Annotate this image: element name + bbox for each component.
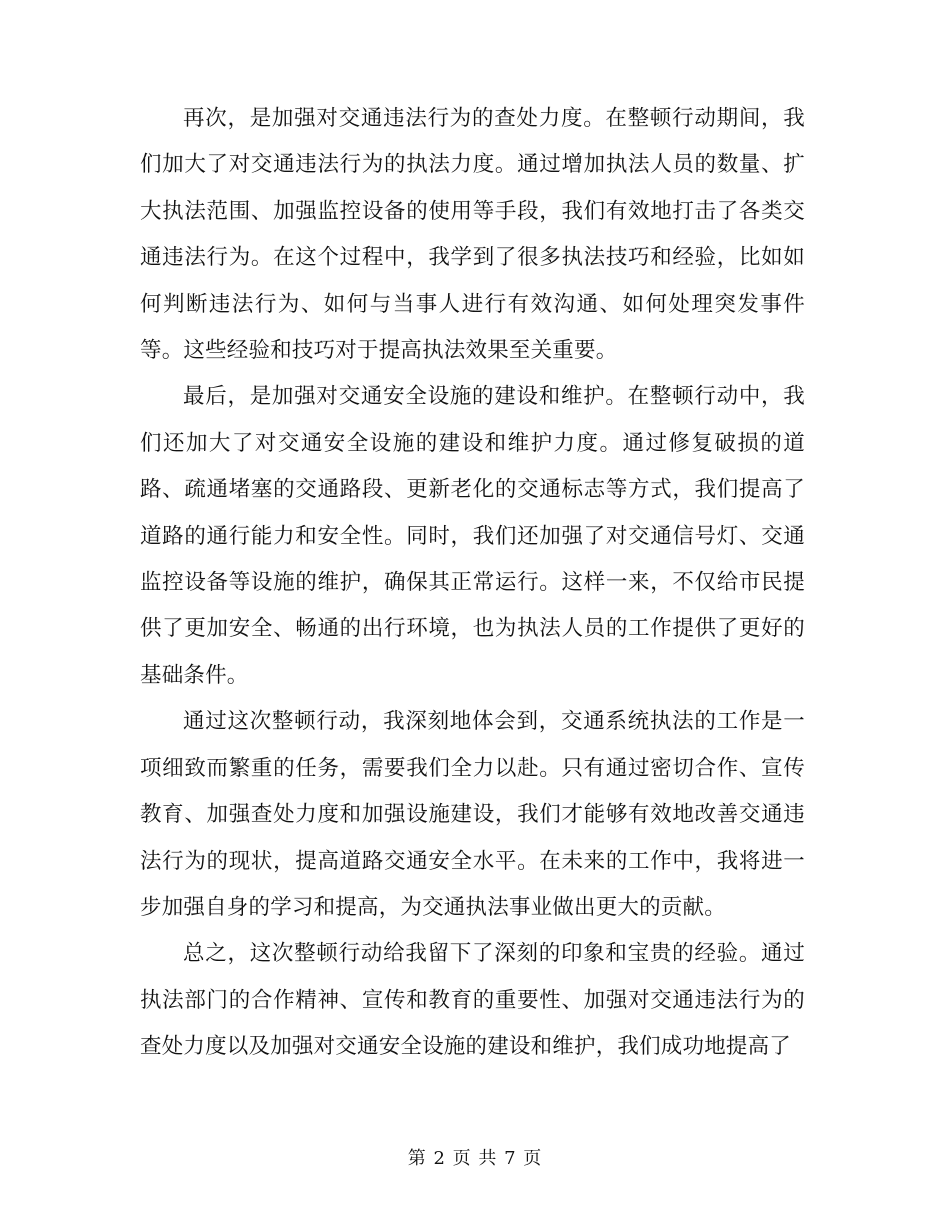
page-number: 第 2 页 共 7 页 (407, 1148, 543, 1169)
paragraph-enforcement: 再次，是加强对交通违法行为的查处力度。在整顿行动期间，我们加大了对交通违法行为的执法力度。通过增加执法人员的数量、扩大执法范围、加强监控设备的使用等手段，我们有效地打击了各类交通违法行为。在这个过程中，我学到了很多执法技巧和经验，比如如何判断违法行为、如何与当事人进行有效沟通、如何处理突发事件等。这些经验和技巧对于提高执法效果至关重要。 (140, 106, 805, 364)
document-body (140, 96, 805, 1071)
paragraph-facilities: 最后，是加强对交通安全设施的建设和维护。在整顿行动中，我们还加大了对交通安全设施的建设和维护力度。通过修复破损的道路、疏通堵塞的交通路段、更新老化的交通标志等方式，我们提高了道路的通行能力和安全性。同时，我们还加强了对交通信号灯、交通监控设备等设施的维护，确保其正常运行。这样一来，不仅给市民提供了更加安全、畅通的出行环境，也为执法人员的工作提供了更好的基础条件。 (140, 384, 805, 688)
page-footer (0, 1147, 950, 1171)
paragraph-summary: 总之，这次整顿行动给我留下了深刻的印象和宝贵的经验。通过执法部门的合作精神、宣传和教育的重要性、加强对交通违法行为的查处力度以及加强对交通安全设施的建设和维护，我们成功地提高了 (140, 941, 805, 1060)
paragraph-reflection: 通过这次整顿行动，我深刻地体会到，交通系统执法的工作是一项细致而繁重的任务，需要我们全力以赴。只有通过密切合作、宣传教育、加强查处力度和加强设施建设，我们才能够有效地改善交通违法行为的现状，提高道路交通安全水平。在未来的工作中，我将进一步加强自身的学习和提高，为交通执法事业做出更大的贡献。 (140, 709, 805, 920)
